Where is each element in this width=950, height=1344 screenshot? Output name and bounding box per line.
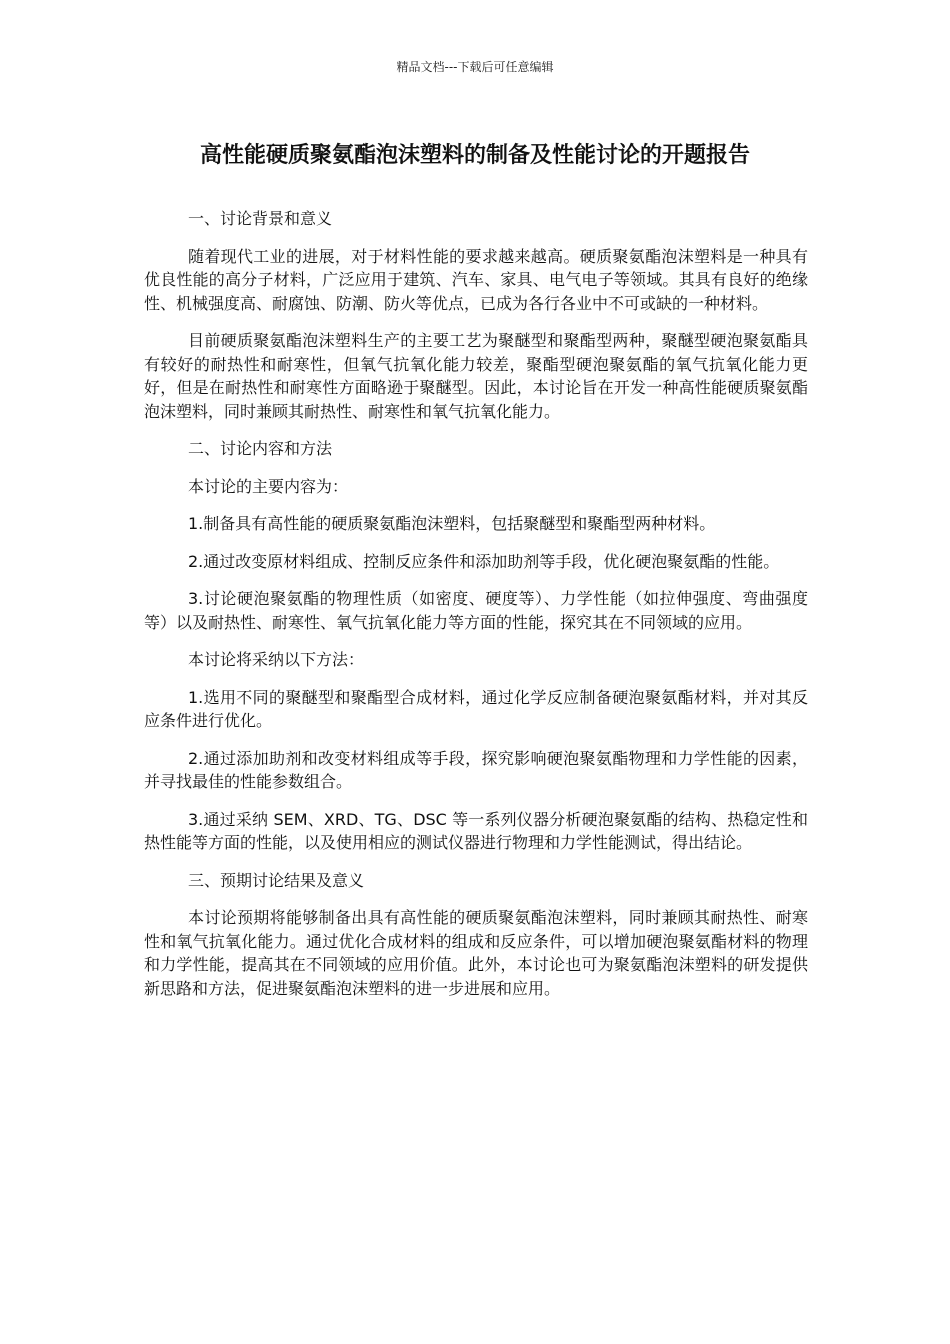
methods-intro: 本讨论将采纳以下方法： <box>188 650 365 669</box>
section-heading-content-methods: 二、讨论内容和方法 <box>188 439 333 458</box>
content-item-2: 2.通过改变原材料组成、控制反应条件和添加助剂等手段，优化硬泡聚氨酯的性能。 <box>188 551 780 571</box>
content-item-3: 3.讨论硬泡聚氨酯的物理性质（如密度、硬度等）、力学性能（如拉伸强度、弯曲强度等）以及耐热性、耐寒性、氧气抗氧化能力等方面的性能，探究其在不同领域的应用。 <box>144 589 808 632</box>
content-intro: 本讨论的主要内容为： <box>188 476 349 496</box>
paragraph-background-1: 随着现代工业的进展，对于材料性能的要求越来越高。硬质聚氨酯泡沫塑料是一种具有优良性能的高分子材料，广泛应用于建筑、汽车、家具、电气电子等领域。其具有良好的绝缘性、机械强度高、耐腐蚀、防潮、防火等优点，已成为各行各业中不可或缺的一种材料。 <box>144 246 808 313</box>
method-item-3: 3.通过采纳 SEM、XRD、TG、DSC 等一系列仪器分析硬泡聚氨酯的结构、热稳定性和热性能等方面的性能，以及使用相应的测试仪器进行物理和力学性能测试，得出结论。 <box>144 809 808 852</box>
document-title: 高性能硬质聚氨酯泡沫塑料的制备及性能讨论的开题报告 <box>199 143 750 168</box>
method-item-1: 1.选用不同的聚醚型和聚酯型合成材料，通过化学反应制备硬泡聚氨酯材料，并对其反应条件进行优化。 <box>144 687 808 730</box>
paragraph-expected-results: 本讨论预期将能够制备出具有高性能的硬质聚氨酯泡沫塑料，同时兼顾其耐热性、耐寒性和氧气抗氧化能力。通过优化合成材料的组成和反应条件，可以增加硬泡聚氨酯材料的物理和力学性能，提高其在不同领域的应用价值。此外，本讨论也可为聚氨酯泡沫塑料的研发提供新思路和方法，促进聚氨酯泡沫塑料的进一步进展和应用。 <box>144 908 808 998</box>
content-item-1: 1.制备具有高性能的硬质聚氨酯泡沫塑料，包括聚醚型和聚酯型两种材料。 <box>188 514 716 533</box>
header-note: 精品文档---下载后可任意编辑 <box>396 60 554 74</box>
section-heading-expected-results: 三、预期讨论结果及意义 <box>188 870 365 890</box>
document-body <box>144 207 808 1014</box>
method-item-2: 2.通过添加助剂和改变材料组成等手段，探究影响硬泡聚氨酯物理和力学性能的因素，并寻找最佳的性能参数组合。 <box>144 748 808 791</box>
paragraph-background-2: 目前硬质聚氨酯泡沫塑料生产的主要工艺为聚醚型和聚酯型两种，聚醚型硬泡聚氨酯具有较好的耐热性和耐寒性，但氧气抗氧化能力较差，聚酯型硬泡聚氨酯的氧气抗氧化能力更好，但是在耐热性和耐寒性方面略逊于聚醚型。因此，本讨论旨在开发一种高性能硬质聚氨酯泡沫塑料，同时兼顾其耐热性、耐寒性和氧气抗氧化能力。 <box>144 331 808 421</box>
section-heading-background: 一、讨论背景和意义 <box>188 209 333 228</box>
